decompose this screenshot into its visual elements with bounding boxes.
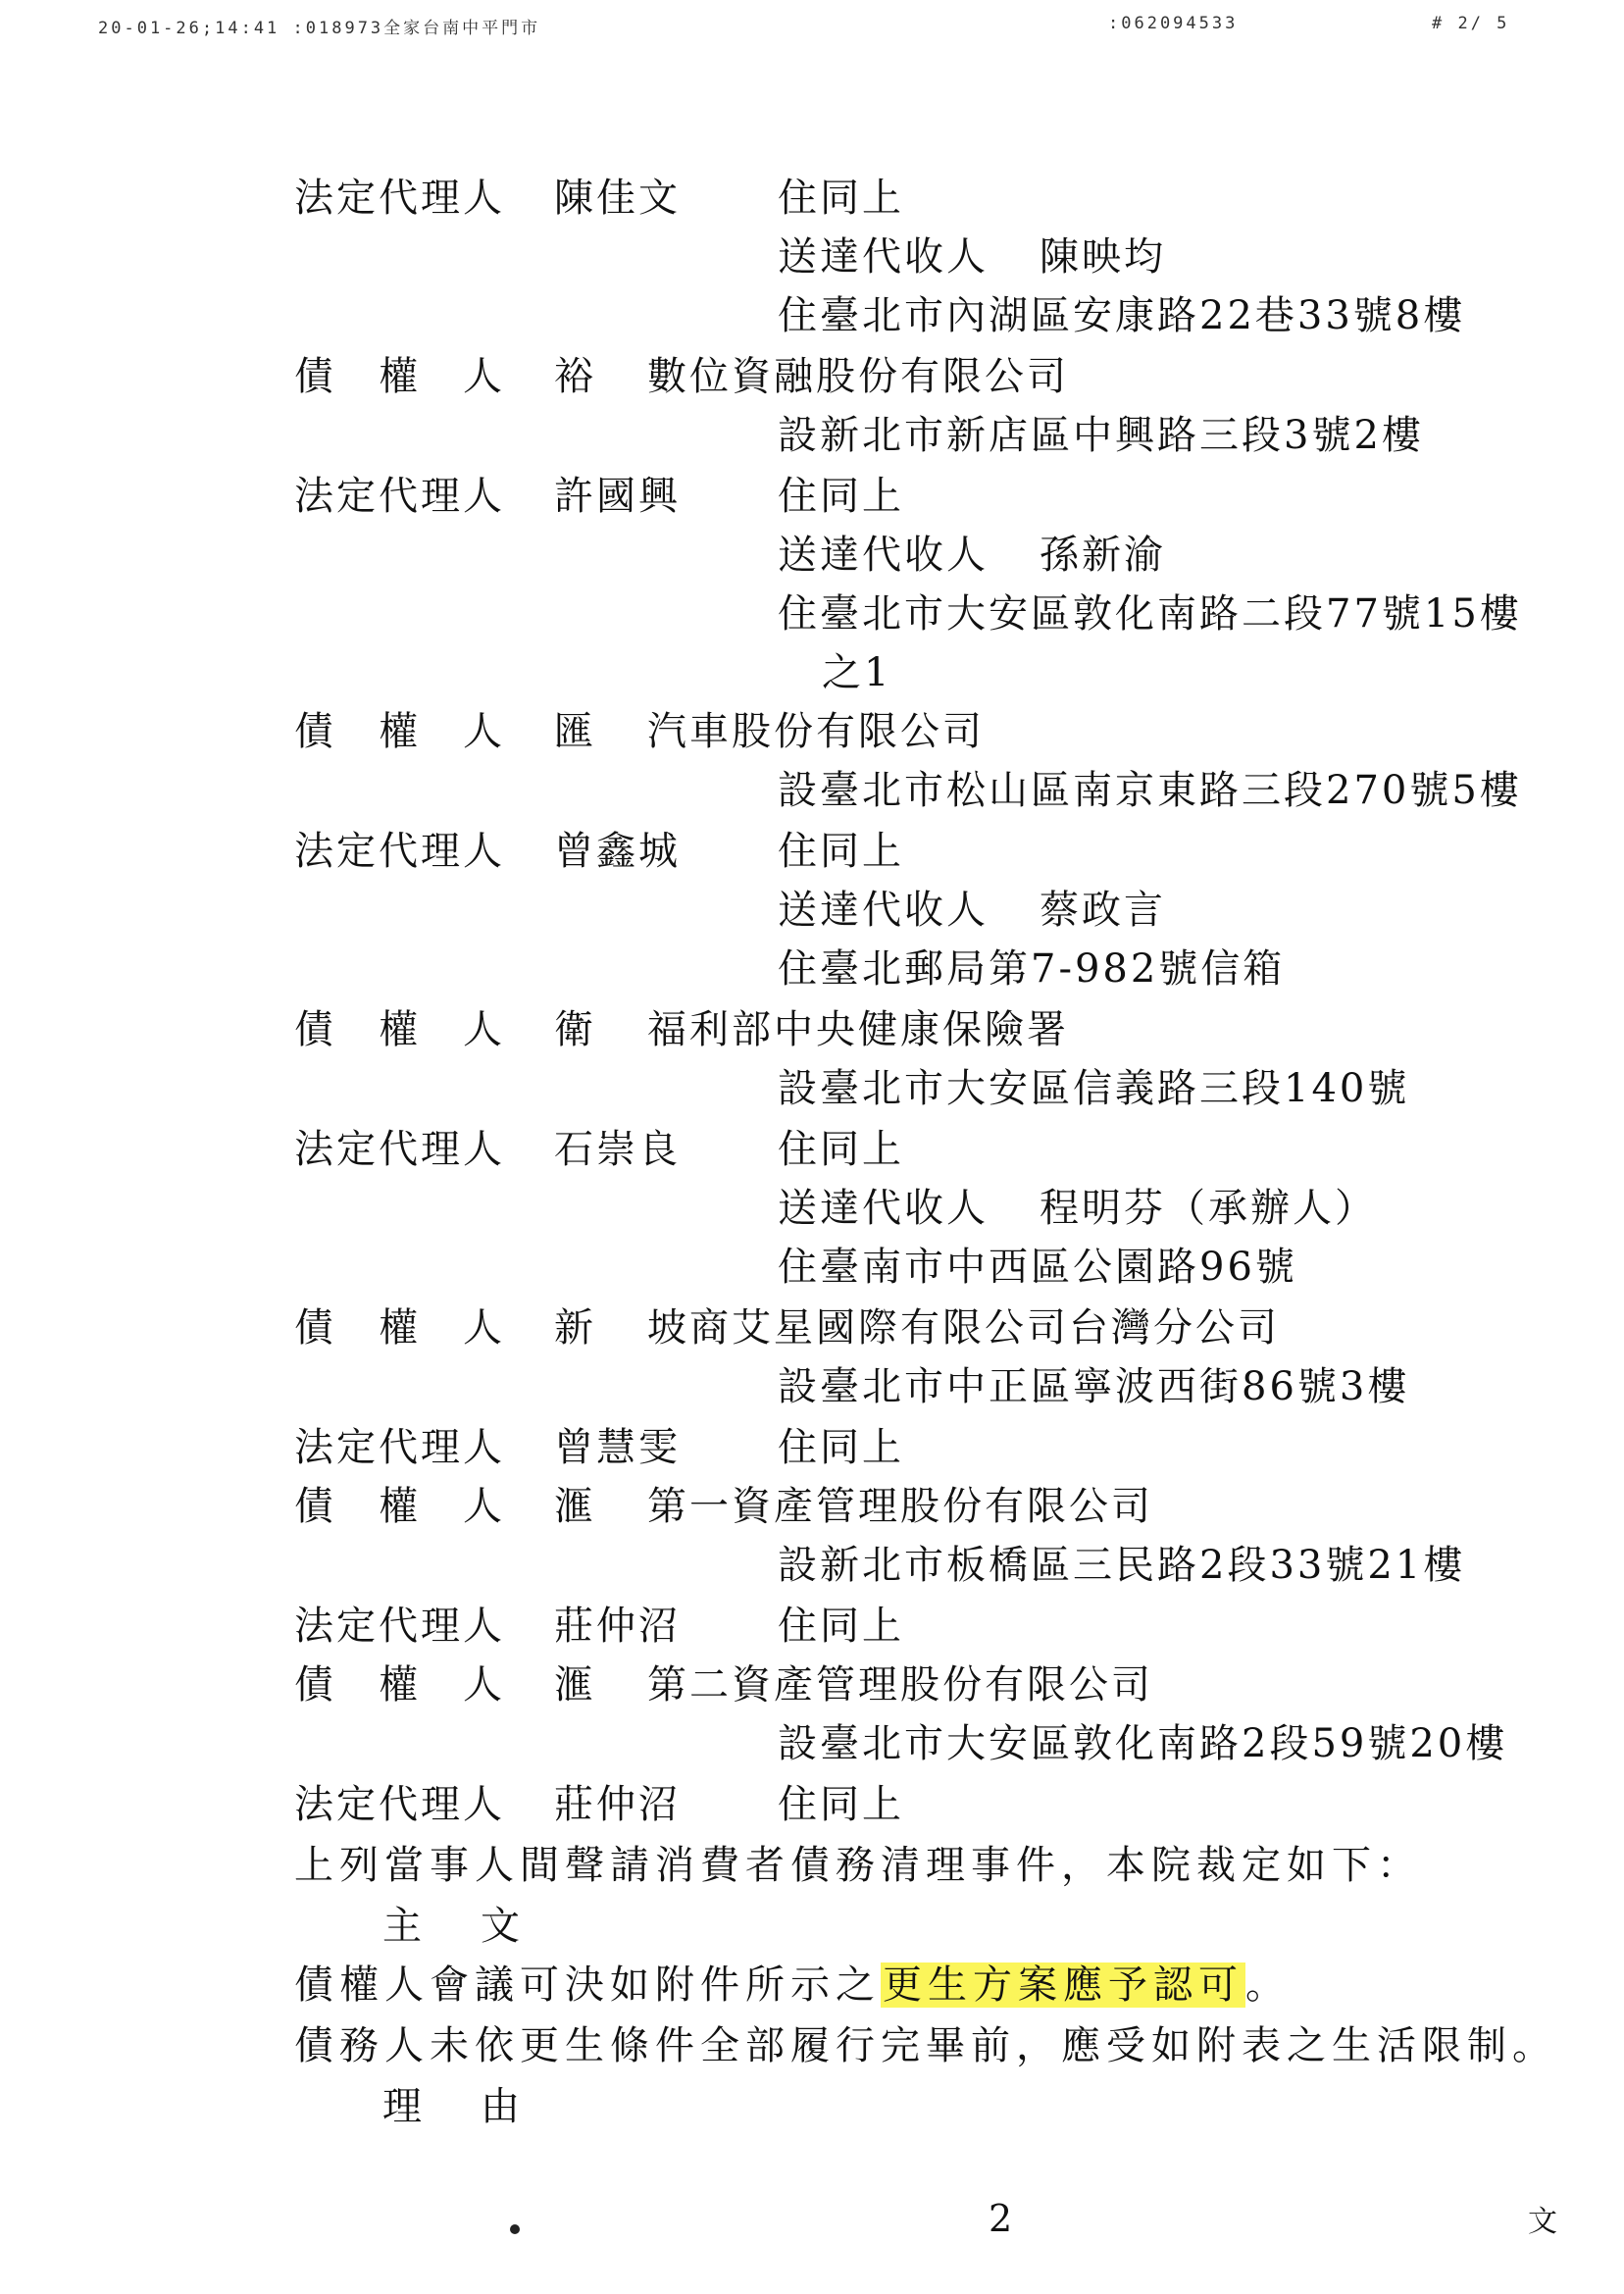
page-number: 2 <box>989 2197 1013 2240</box>
service-agent-name: 陳映均 <box>1040 234 1166 280</box>
party-name: 莊仲沼 <box>554 1604 681 1649</box>
fax-page-counter: # 2/ 5 <box>1432 14 1510 33</box>
party-name: 衛 <box>554 1007 596 1052</box>
party-address: 住臺北郵局第7-982號信箱 <box>778 946 1286 992</box>
party-name: 裕 <box>554 354 596 399</box>
party-name: 陳佳文 <box>554 176 681 221</box>
service-agent-name: 蔡政言 <box>1040 888 1166 933</box>
party-role-label: 債 權 人 <box>294 1305 505 1351</box>
party-role-label: 法定代理人 <box>294 176 505 221</box>
service-agent-label: 送達代收人 <box>778 533 989 578</box>
party-address: 住同上 <box>778 1782 904 1827</box>
footer-mark: 文 <box>1528 2205 1557 2239</box>
party-name-rest: 第一資產管理股份有限公司 <box>647 1484 1153 1529</box>
scan-speck <box>510 2224 520 2234</box>
ruling-approval <box>294 1962 1291 2009</box>
party-name: 新 <box>554 1305 596 1351</box>
party-name: 滙 <box>554 1662 596 1708</box>
party-address: 設臺北市大安區信義路三段140號 <box>778 1066 1410 1111</box>
heading-reason: 理由 <box>382 2084 579 2129</box>
fax-header-left: 20-01-26;14:41 :018973全家台南中平門市 <box>98 19 541 38</box>
ruling-restriction: 債務人未依更生條件全部履行完畢前，應受如附表之生活限制。 <box>294 2023 1557 2068</box>
heading-main-text: 主文 <box>382 1904 579 1949</box>
ruling-approval-pre: 債權人會議可決如附件所示之 <box>294 1963 881 2008</box>
party-address: 住臺北市大安區敦化南路二段77號15樓 <box>778 591 1522 637</box>
party-role-label: 債 權 人 <box>294 709 505 754</box>
party-address: 設臺北市大安區敦化南路2段59號20樓 <box>778 1721 1508 1766</box>
party-address: 設臺北市中正區寧波西街86號3樓 <box>778 1364 1410 1409</box>
party-name-rest: 汽車股份有限公司 <box>647 709 985 754</box>
service-agent-name: 孫新渝 <box>1040 533 1166 578</box>
party-role-label: 債 權 人 <box>294 354 505 399</box>
party-address: 設新北市板橋區三民路2段33號21樓 <box>778 1543 1466 1588</box>
party-role-label: 法定代理人 <box>294 1782 505 1827</box>
ruling-approval-post: 。 <box>1245 1963 1291 2008</box>
party-role-label: 法定代理人 <box>294 474 505 519</box>
party-address: 住同上 <box>778 1127 904 1172</box>
fax-header-number: :062094533 <box>1108 14 1239 33</box>
intro-sentence: 上列當事人間聲請消費者債務清理事件，本院裁定如下： <box>294 1843 1422 1888</box>
party-role-label: 債 權 人 <box>294 1484 505 1529</box>
party-role-label: 法定代理人 <box>294 1425 505 1470</box>
party-role-label: 債 權 人 <box>294 1662 505 1708</box>
party-address: 住臺北市內湖區安康路22巷33號8樓 <box>778 293 1466 338</box>
party-address: 住同上 <box>778 176 904 221</box>
party-name: 滙 <box>554 1484 596 1529</box>
highlighted-phrase: 更生方案應予認可 <box>883 1963 1243 2008</box>
service-agent-name: 程明芬（承辦人） <box>1040 1186 1377 1231</box>
party-name: 許國興 <box>554 474 681 519</box>
service-agent-label: 送達代收人 <box>778 234 989 280</box>
party-address: 設新北市新店區中興路三段3號2樓 <box>778 413 1424 458</box>
party-address: 住同上 <box>778 1604 904 1649</box>
party-name: 匯 <box>554 709 596 754</box>
party-name-rest: 福利部中央健康保險署 <box>647 1007 1069 1052</box>
service-agent-label: 送達代收人 <box>778 1186 989 1231</box>
party-role-label: 法定代理人 <box>294 1127 505 1172</box>
party-address: 住同上 <box>778 474 904 519</box>
party-address: 住同上 <box>778 1425 904 1470</box>
party-address: 住臺南市中西區公園路96號 <box>778 1245 1297 1290</box>
party-name: 莊仲沼 <box>554 1782 681 1827</box>
party-name: 石崇良 <box>554 1127 681 1172</box>
party-address: 設臺北市松山區南京東路三段270號5樓 <box>778 768 1522 813</box>
party-address: 住同上 <box>778 829 904 874</box>
party-name: 曾慧雯 <box>554 1425 681 1470</box>
party-role-label: 法定代理人 <box>294 1604 505 1649</box>
party-name: 曾鑫城 <box>554 829 681 874</box>
party-name-rest: 第二資產管理股份有限公司 <box>647 1662 1153 1708</box>
service-agent-label: 送達代收人 <box>778 888 989 933</box>
party-name-rest: 坡商艾星國際有限公司台灣分公司 <box>647 1305 1280 1351</box>
party-role-label: 法定代理人 <box>294 829 505 874</box>
party-name-rest: 數位資融股份有限公司 <box>647 354 1069 399</box>
party-role-label: 債 權 人 <box>294 1007 505 1052</box>
party-address-cont: 之1 <box>822 650 892 695</box>
